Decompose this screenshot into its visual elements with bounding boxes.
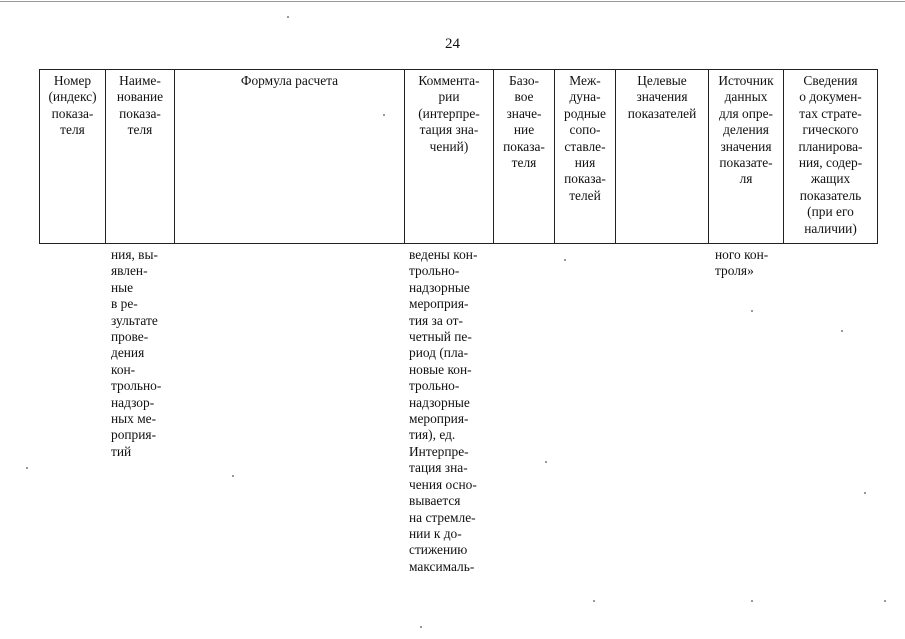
header-international-comparison: Меж- дуна- родные сопо- ставле- ния показа- телей	[555, 70, 616, 244]
continuation-data-source: ного кон- троля»	[715, 247, 769, 279]
header-indicator-number: Номер (индекс) показа- теля	[40, 70, 106, 244]
scan-speck	[751, 600, 753, 602]
scan-speck	[884, 600, 886, 602]
continuation-comments: ведены кон- трольно- надзорные мероприя- тия за от- четный пе- риод (пла- новые кон- трольно- надзорные мероприя- тия), ед. Интерпре- тация зна- чения осно- вывается на стремле- нии к до- стижению максималь-	[409, 247, 478, 574]
scan-speck	[841, 330, 843, 332]
scan-speck	[232, 475, 234, 477]
page-number: 24	[445, 36, 460, 52]
scan-speck	[545, 461, 547, 463]
scan-speck	[383, 114, 385, 116]
scan-speck	[593, 600, 595, 602]
scan-speck	[564, 259, 566, 261]
scan-speck	[26, 467, 28, 469]
scan-speck	[287, 16, 289, 18]
header-indicator-name: Наиме- нование показа- теля	[106, 70, 175, 244]
continuation-indicator-name: ния, вы- явлен- ные в ре- зультате прове- дения кон- трольно- надзор- ных ме- роприя- тий	[111, 247, 162, 459]
scan-speck	[864, 492, 866, 494]
scan-edge-line	[0, 1, 905, 2]
header-strategic-documents: Сведения о докумен- тах страте- гического планирова- ния, содер- жащих показатель (при его наличии)	[784, 70, 878, 244]
indicator-table-header	[39, 69, 878, 244]
header-calculation-formula: Формула расчета	[175, 70, 405, 244]
header-comments: Коммента- рии (интерпре- тация зна- чений)	[405, 70, 494, 244]
scan-speck	[751, 310, 753, 312]
header-data-source: Источник данных для опре- деления значения показате- ля	[709, 70, 784, 244]
scan-speck	[420, 626, 422, 628]
header-base-value: Базо- вое значе- ние показа- теля	[494, 70, 555, 244]
header-target-values: Целевые значения показателей	[616, 70, 709, 244]
